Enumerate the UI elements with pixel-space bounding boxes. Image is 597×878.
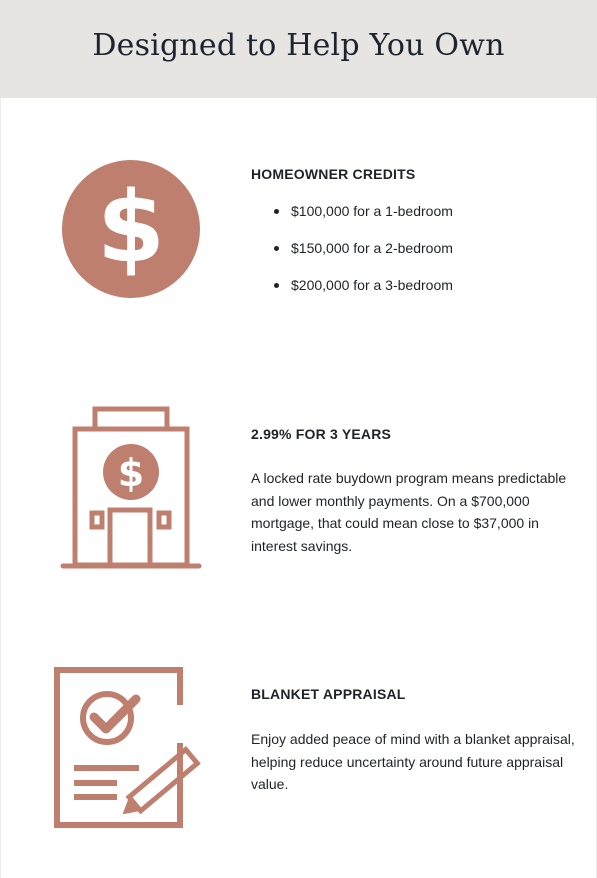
- checked-document-pen-icon: [52, 665, 210, 833]
- feature-description: A locked rate buydown program means predictable and lower monthly payments. On a $700,000 mortgage, that could mean close to $37,000 in interest savings.: [251, 470, 567, 554]
- dollar-circle-icon: [62, 160, 200, 298]
- list-item: $150,000 for a 2-bedroom: [272, 239, 453, 258]
- svg-text:$: $: [117, 451, 145, 495]
- bank-building-icon: [60, 405, 202, 571]
- list-item: $100,000 for a 1-bedroom: [272, 202, 453, 221]
- feature-title: BLANKET APPRAISAL: [251, 686, 406, 702]
- feature-title: HOMEOWNER CREDITS: [251, 166, 416, 182]
- page-title: Designed to Help You Own: [92, 28, 505, 63]
- feature-description: Enjoy added peace of mind with a blanket appraisal, helping reduce uncertainty around future appraisal value.: [251, 731, 575, 792]
- credits-list: [272, 202, 453, 313]
- list-item: $200,000 for a 3-bedroom: [272, 276, 453, 295]
- feature-title: 2.99% FOR 3 YEARS: [251, 426, 392, 442]
- svg-text:$: $: [96, 171, 166, 285]
- left-divider: [0, 98, 1, 878]
- page-header: [0, 0, 597, 98]
